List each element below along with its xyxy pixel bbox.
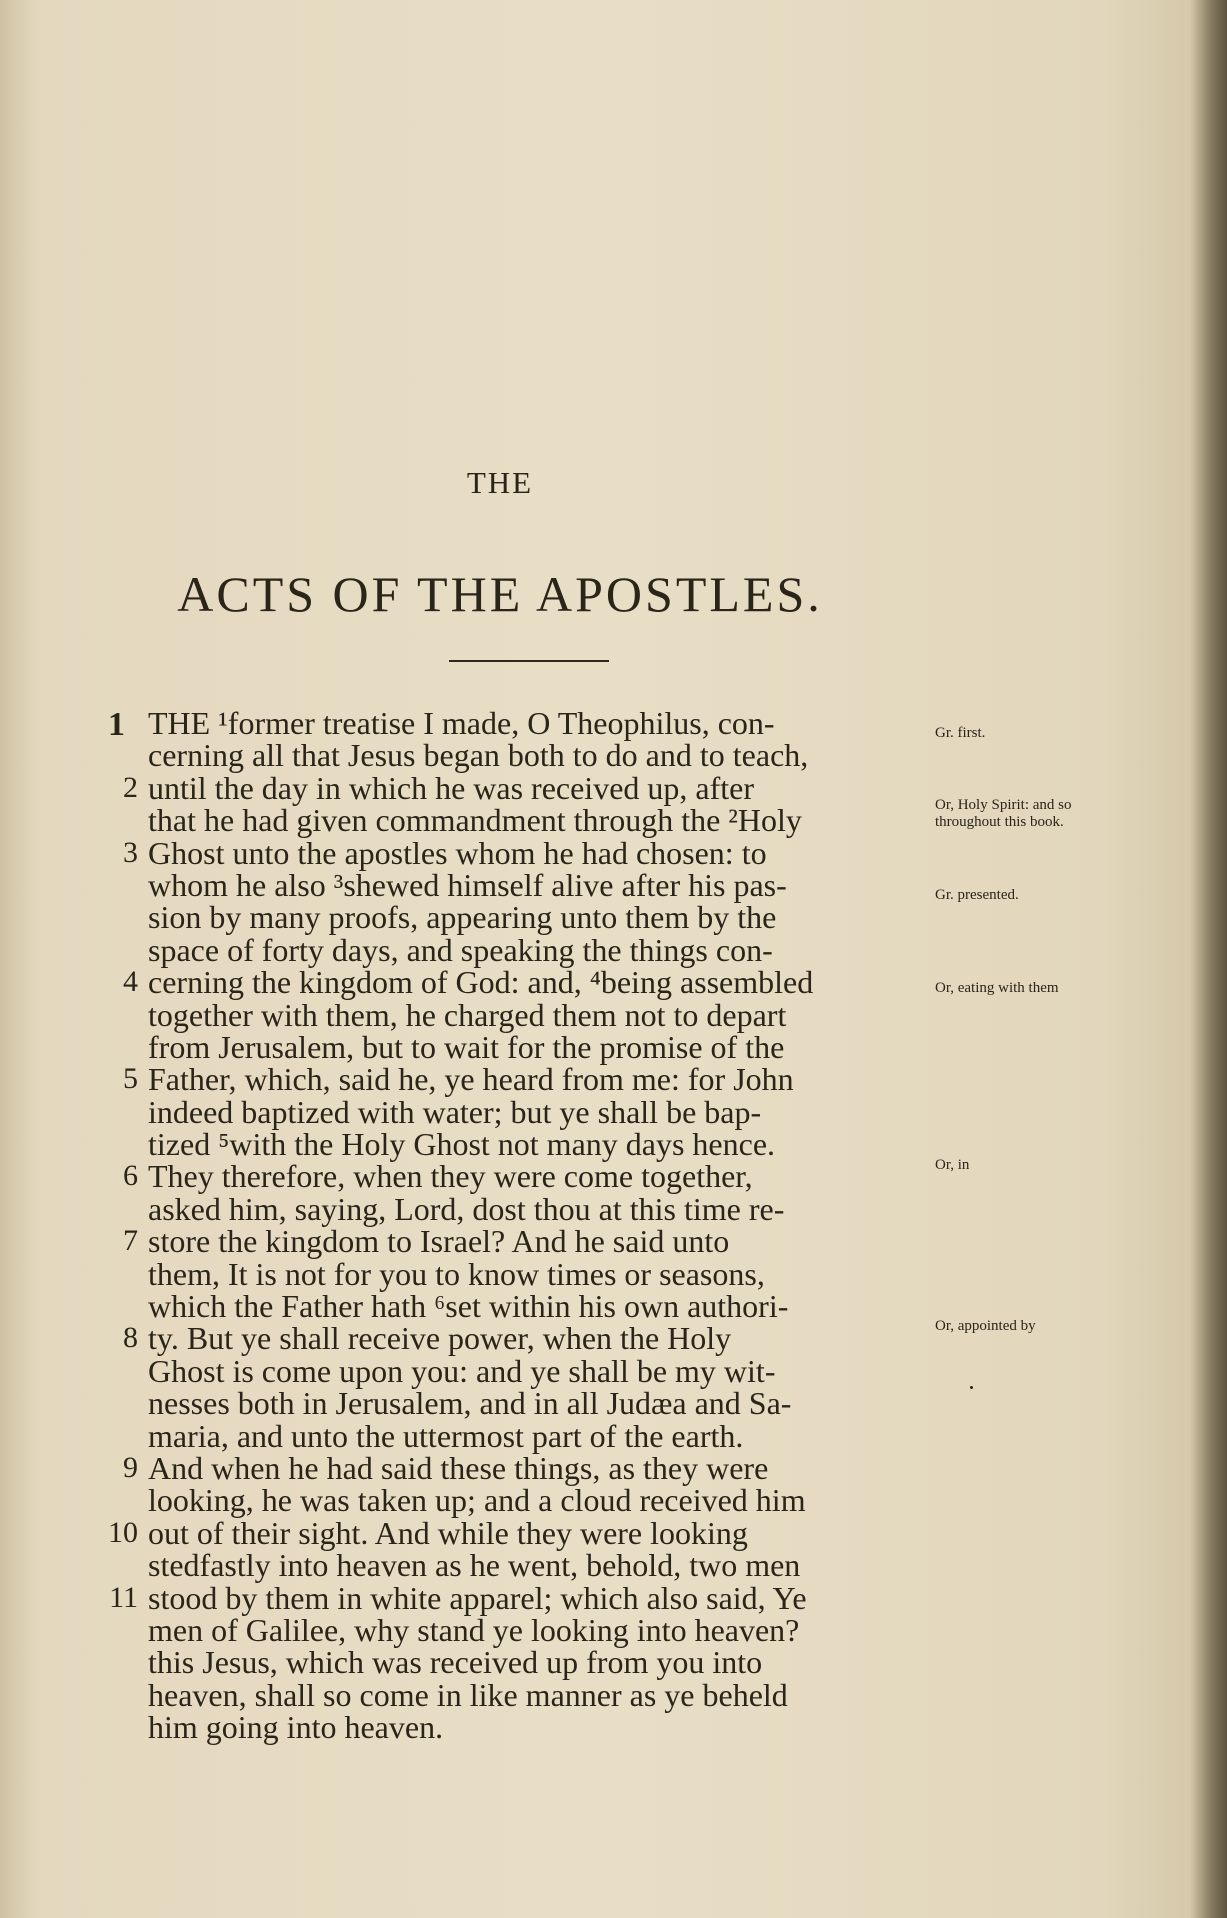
line-text: And when he had said these things, as they were [148,1449,769,1486]
line-text: stedfastly into heaven as he went, behold, two men [148,1547,801,1584]
line-text: THE ¹former treatise I made, O Theophilus, con- [148,705,775,741]
text-line [148,1482,928,1519]
text-line [148,1709,928,1746]
line-text: looking, he was taken up; and a cloud received him [148,1482,806,1519]
verse-number: 3 [123,835,138,869]
title-prefix: THE [466,465,534,500]
line-text: Ghost unto the apostles whom he had chosen: to [148,834,767,871]
line-text: that he had given commandment through the ²Holy [148,802,802,839]
text-line [123,1223,928,1260]
line-text: space of forty days, and speaking the things con- [148,931,773,968]
text-line [148,1611,928,1648]
line-text: together with them, he charged them not to depart [148,996,787,1033]
text-line [148,707,928,739]
verse-number: 10 [108,1515,138,1549]
verse-number: 9 [123,1450,138,1484]
verse-number: 8 [123,1321,138,1355]
verse-number: 5 [123,1062,138,1096]
text-line [148,737,928,774]
line-text: men of Galilee, why stand ye looking into heaven? [148,1611,800,1648]
line-text: this Jesus, which was received up from you into [148,1644,763,1681]
text-line [148,1028,928,1065]
margin-note-3: Gr. presented. [935,887,1019,903]
line-text: sion by many proofs, appearing unto them by the [148,899,777,936]
text-line [148,1126,928,1163]
line-text: asked him, saying, Lord, dost thou at this time re- [148,1190,785,1227]
title-divider [449,660,609,662]
line-text: heaven, shall so come in like manner as ye beheld [148,1676,788,1713]
verse-number: 2 [123,770,138,804]
verse-number: 7 [123,1224,138,1258]
book-title: ACTS OF THE APOSTLES. [177,566,823,622]
line-text: Father, which, said he, ye heard from me: for John [148,1061,794,1098]
line-text: whom he also ³shewed himself alive after his pas- [148,866,787,903]
text-line [148,1547,928,1584]
text-line [108,1514,928,1551]
margin-note-5: Or, in [935,1157,970,1173]
line-text: until the day in which he was received up, after [148,769,754,806]
text-line [148,931,928,968]
line-text: They therefore, when they were come together, [148,1158,753,1195]
line-text: cerning the kingdom of God: and, ⁴being assembled [148,964,814,1001]
margin-note-1: Gr. first. [935,725,986,741]
text-line [148,1417,928,1454]
text-line [148,1288,928,1325]
line-text: ty. But ye shall receive power, when the Holy [148,1320,732,1357]
text-line [148,866,928,903]
line-text: maria, and unto the uttermost part of the earth. [148,1417,744,1454]
text-line [123,1158,928,1195]
text-line [148,1093,928,1130]
line-text: indeed baptized with water; but ye shall be bap- [148,1093,762,1130]
line-text: which the Father hath ⁶set within his own authori- [148,1288,789,1325]
line-text: nesses both in Jerusalem, and in all Judæa and Sa- [148,1385,792,1422]
line-text: from Jerusalem, but to wait for the promise of the [148,1028,785,1065]
line-text: out of their sight. And while they were looking [148,1514,748,1551]
text-line [148,996,928,1033]
chapter-number: 1 [108,706,125,743]
verse-number: 11 [109,1580,138,1614]
line-text: tized ⁵with the Holy Ghost not many days hence. [148,1126,776,1163]
text-line [148,1255,928,1292]
text-line [123,1320,928,1357]
margin-note-4: Or, eating with them [935,980,1059,996]
text-line [148,1190,928,1227]
text-line [148,802,928,839]
line-text: cerning all that Jesus began both to do and to teach, [148,737,809,774]
line-text: stood by them in white apparel; which also said, Ye [148,1579,807,1616]
text-line [109,1579,928,1616]
margin-note-2: Or, Holy Spirit: and so throughout this book. [935,797,1072,830]
text-line [148,899,928,936]
text-line [148,1352,928,1389]
scripture-text [108,705,928,1746]
text-line [123,964,928,1001]
text-line [123,1449,928,1486]
text-line [123,1061,928,1098]
text-line [123,769,928,806]
text-line [148,1644,928,1681]
margin-note-6: Or, appointed by [935,1318,1036,1334]
line-text: them, It is not for you to know times or seasons, [148,1255,765,1292]
text-line [148,1676,928,1713]
show-through-background [150,110,1050,760]
line-text: store the kingdom to Israel? And he said unto [148,1223,730,1260]
verse-number: 6 [123,1159,138,1193]
line-text: him going into heaven. [148,1709,444,1746]
text-line [123,834,928,871]
text-line [148,1385,928,1422]
verse-number: 4 [123,965,138,999]
ink-speck [970,1386,973,1389]
line-text: Ghost is come upon you: and ye shall be my wit- [148,1352,776,1389]
